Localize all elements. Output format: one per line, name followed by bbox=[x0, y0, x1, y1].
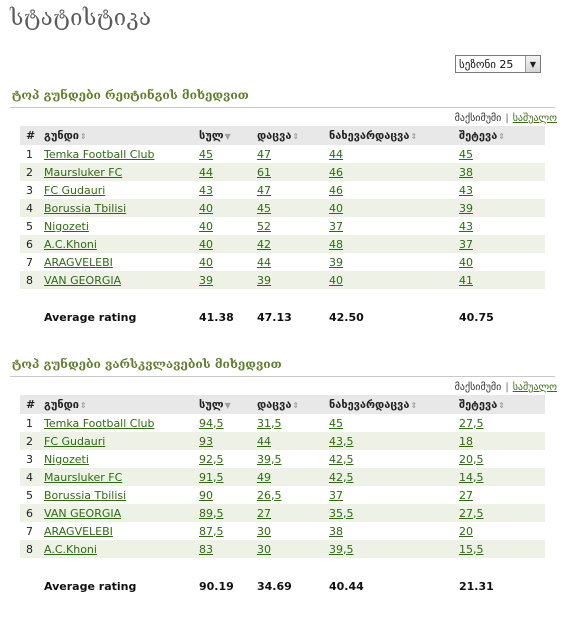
table-header-row bbox=[20, 126, 545, 145]
table-cell bbox=[199, 145, 257, 163]
sort-arrows-icon[interactable]: ⇕ bbox=[498, 401, 505, 410]
col-header-rank: # bbox=[20, 126, 44, 145]
team-link[interactable]: ARAGVELEBI bbox=[44, 255, 113, 269]
midfield-link[interactable]: 39,5 bbox=[329, 542, 354, 556]
table-cell bbox=[44, 414, 199, 432]
average-total: 90.19 bbox=[199, 579, 234, 593]
table-header-row bbox=[20, 395, 545, 414]
section-rating-title bbox=[10, 88, 555, 108]
spacer-row bbox=[20, 558, 545, 576]
attack-link[interactable]: 27,5 bbox=[459, 506, 484, 520]
spacer-row bbox=[20, 289, 545, 307]
table-cell bbox=[459, 486, 545, 504]
team-link[interactable]: Borussia Tbilisi bbox=[44, 201, 127, 215]
table-cell bbox=[257, 414, 329, 432]
defense-link[interactable]: 31,5 bbox=[257, 416, 282, 430]
toggle-separator: | bbox=[505, 113, 509, 124]
sort-arrows-icon[interactable]: ⇕ bbox=[79, 132, 87, 141]
cell-rank: 5 bbox=[26, 488, 33, 502]
midfield-link[interactable]: 43,5 bbox=[329, 434, 354, 448]
defense-link[interactable]: 52 bbox=[257, 219, 271, 233]
midfield-link[interactable]: 39 bbox=[329, 255, 343, 269]
table-cell bbox=[44, 468, 199, 486]
col-header-total[interactable]: სულ▼ bbox=[199, 126, 257, 145]
section-divider bbox=[10, 376, 555, 377]
col-header-team[interactable]: გუნდი⇕ bbox=[44, 395, 199, 414]
attack-link[interactable]: 43 bbox=[459, 219, 473, 233]
col-header-total[interactable]: სულ▼ bbox=[199, 395, 257, 414]
table-cell bbox=[44, 450, 199, 468]
table-cell bbox=[459, 468, 545, 486]
table-cell bbox=[199, 504, 257, 522]
rating-table bbox=[20, 126, 545, 327]
table-cell bbox=[199, 163, 257, 181]
sort-arrows-icon[interactable]: ⇕ bbox=[292, 401, 300, 410]
table-cell bbox=[257, 181, 329, 199]
defense-link[interactable]: 44 bbox=[257, 255, 271, 269]
table-cell bbox=[44, 504, 199, 522]
table-cell bbox=[329, 432, 459, 450]
table-cell bbox=[257, 450, 329, 468]
table-row bbox=[20, 235, 545, 253]
defense-link[interactable]: 27 bbox=[257, 506, 271, 520]
table-cell bbox=[44, 522, 199, 540]
table-cell bbox=[257, 253, 329, 271]
table-cell bbox=[257, 199, 329, 217]
table-cell bbox=[257, 432, 329, 450]
midfield-link[interactable]: 37 bbox=[329, 488, 343, 502]
total-link[interactable]: 39 bbox=[199, 273, 213, 287]
cell-rank: 2 bbox=[20, 163, 44, 181]
table-cell bbox=[459, 199, 545, 217]
toggle-max[interactable]: მაქსიმუმი bbox=[454, 113, 502, 124]
spacer-cell bbox=[20, 289, 545, 307]
toggle-max[interactable]: მაქსიმუმი bbox=[454, 382, 502, 393]
midfield-link[interactable]: 48 bbox=[329, 237, 343, 251]
table-cell bbox=[459, 253, 545, 271]
team-link[interactable]: VAN GEORGIA bbox=[44, 273, 122, 287]
table-cell bbox=[329, 271, 459, 289]
table-cell bbox=[329, 199, 459, 217]
cell-rank: 6 bbox=[20, 504, 44, 522]
attack-link[interactable]: 40 bbox=[459, 255, 473, 269]
table-row bbox=[20, 163, 545, 181]
table-cell bbox=[257, 540, 329, 558]
defense-link[interactable]: 39,5 bbox=[257, 452, 282, 466]
table-cell bbox=[44, 432, 199, 450]
sort-desc-icon[interactable]: ▼ bbox=[224, 132, 231, 141]
table-row bbox=[20, 432, 545, 450]
view-toggle bbox=[455, 382, 557, 393]
col-header-attack[interactable]: შეტევა⇕ bbox=[459, 395, 545, 414]
table-row bbox=[20, 217, 545, 235]
team-link[interactable]: Borussia Tbilisi bbox=[44, 488, 127, 502]
total-link[interactable]: 40 bbox=[199, 201, 213, 215]
attack-link[interactable]: 37 bbox=[459, 237, 473, 251]
midfield-link[interactable]: 46 bbox=[329, 165, 343, 179]
col-header-defense[interactable]: დაცვა⇕ bbox=[257, 395, 329, 414]
table-cell bbox=[329, 504, 459, 522]
average-total: 41.38 bbox=[199, 310, 234, 324]
total-link[interactable]: 45 bbox=[199, 147, 213, 161]
table-cell bbox=[329, 235, 459, 253]
spacer-cell bbox=[20, 558, 545, 576]
section-title: ტოპ გუნდები ვარსკვლავების მიხედვით bbox=[12, 357, 282, 371]
table-cell bbox=[329, 540, 459, 558]
average-cell-empty bbox=[20, 307, 44, 327]
cell-rank: 7 bbox=[26, 524, 33, 538]
table-cell bbox=[459, 271, 545, 289]
col-header-rank: # bbox=[20, 395, 44, 414]
table-cell bbox=[199, 468, 257, 486]
average-attack: 40.75 bbox=[459, 310, 494, 324]
team-link[interactable]: Temka Football Club bbox=[44, 147, 155, 161]
table-cell bbox=[257, 235, 329, 253]
table-cell bbox=[199, 199, 257, 217]
table-cell bbox=[199, 522, 257, 540]
view-toggle bbox=[455, 113, 557, 124]
col-header-midfield[interactable]: ნახევარდაცვა⇕ bbox=[329, 126, 459, 145]
table-cell bbox=[199, 235, 257, 253]
team-link[interactable]: Temka Football Club bbox=[44, 416, 155, 430]
table-cell bbox=[44, 253, 199, 271]
table-cell bbox=[329, 450, 459, 468]
table-row bbox=[20, 522, 545, 540]
table-cell bbox=[329, 414, 459, 432]
table-cell bbox=[44, 235, 199, 253]
team-link[interactable]: FC Gudauri bbox=[44, 183, 106, 197]
table-cell bbox=[44, 145, 199, 163]
midfield-link[interactable]: 42,5 bbox=[329, 452, 354, 466]
season-select-value: სეზონი 25 bbox=[459, 57, 514, 71]
table-row bbox=[20, 540, 545, 558]
attack-link[interactable]: 14,5 bbox=[459, 470, 484, 484]
table-cell bbox=[257, 217, 329, 235]
cell-rank: 2 bbox=[20, 432, 44, 450]
table-row bbox=[20, 253, 545, 271]
total-link[interactable]: 92,5 bbox=[199, 452, 224, 466]
table-cell bbox=[44, 199, 199, 217]
total-link[interactable]: 40 bbox=[199, 237, 213, 251]
table-cell bbox=[329, 468, 459, 486]
attack-link[interactable]: 20,5 bbox=[459, 452, 484, 466]
table-cell bbox=[199, 540, 257, 558]
defense-link[interactable]: 47 bbox=[257, 147, 271, 161]
total-link[interactable]: 44 bbox=[199, 165, 213, 179]
table-row bbox=[20, 504, 545, 522]
team-link[interactable]: ARAGVELEBI bbox=[44, 524, 113, 538]
defense-link[interactable]: 45 bbox=[257, 201, 271, 215]
table-cell bbox=[459, 414, 545, 432]
table-row bbox=[20, 271, 545, 289]
table-cell bbox=[199, 450, 257, 468]
table-cell bbox=[44, 540, 199, 558]
table-cell bbox=[459, 145, 545, 163]
cell-rank: 3 bbox=[26, 452, 33, 466]
sort-arrows-icon[interactable]: ⇕ bbox=[79, 401, 87, 410]
sort-arrows-icon[interactable]: ⇕ bbox=[410, 132, 418, 141]
team-link[interactable]: Maursluker FC bbox=[44, 165, 123, 179]
midfield-link[interactable]: 45 bbox=[329, 416, 343, 430]
toggle-average-link[interactable]: საშუალო bbox=[512, 113, 557, 124]
cell-rank: 7 bbox=[26, 255, 33, 269]
table-cell bbox=[329, 522, 459, 540]
total-link[interactable]: 91,5 bbox=[199, 470, 224, 484]
table-row bbox=[20, 486, 545, 504]
table-cell bbox=[44, 181, 199, 199]
midfield-link[interactable]: 35,5 bbox=[329, 506, 354, 520]
table-row bbox=[20, 199, 545, 217]
col-header-midfield[interactable]: ნახევარდაცვა⇕ bbox=[329, 395, 459, 414]
page-title: სტატისტიკა bbox=[10, 6, 152, 31]
table-cell bbox=[459, 504, 545, 522]
table-row bbox=[20, 414, 545, 432]
sort-desc-icon[interactable]: ▼ bbox=[224, 401, 231, 410]
midfield-link[interactable]: 40 bbox=[329, 201, 343, 215]
midfield-link[interactable]: 38 bbox=[329, 524, 343, 538]
average-cell-empty bbox=[20, 576, 44, 596]
table-row bbox=[20, 450, 545, 468]
table-cell bbox=[257, 522, 329, 540]
table-cell bbox=[199, 271, 257, 289]
average-label: Average rating bbox=[44, 310, 137, 324]
midfield-link[interactable]: 42,5 bbox=[329, 470, 354, 484]
attack-link[interactable]: 39 bbox=[459, 201, 473, 215]
table-cell bbox=[257, 468, 329, 486]
cell-rank: 8 bbox=[20, 540, 44, 558]
attack-link[interactable]: 27,5 bbox=[459, 416, 484, 430]
table-cell bbox=[199, 414, 257, 432]
defense-link[interactable]: 30 bbox=[257, 524, 271, 538]
table-cell bbox=[459, 522, 545, 540]
defense-link[interactable]: 61 bbox=[257, 165, 271, 179]
col-header-defense[interactable]: დაცვა⇕ bbox=[257, 126, 329, 145]
team-link[interactable]: A.C.Khoni bbox=[44, 237, 97, 251]
defense-link[interactable]: 44 bbox=[257, 434, 271, 448]
team-link[interactable]: VAN GEORGIA bbox=[44, 506, 122, 520]
table-row bbox=[20, 181, 545, 199]
table-cell bbox=[459, 235, 545, 253]
average-row bbox=[20, 576, 545, 596]
table-cell bbox=[199, 253, 257, 271]
defense-link[interactable]: 30 bbox=[257, 542, 271, 556]
table-cell bbox=[329, 181, 459, 199]
sort-arrows-icon[interactable]: ⇕ bbox=[292, 132, 300, 141]
defense-link[interactable]: 39 bbox=[257, 273, 271, 287]
total-link[interactable]: 43 bbox=[199, 183, 213, 197]
total-link[interactable]: 94,5 bbox=[199, 416, 224, 430]
sort-arrows-icon[interactable]: ⇕ bbox=[498, 132, 505, 141]
toggle-average-link[interactable]: საშუალო bbox=[512, 382, 557, 393]
table-row bbox=[20, 145, 545, 163]
cell-rank: 6 bbox=[20, 235, 44, 253]
average-attack: 21.31 bbox=[459, 579, 494, 593]
total-link[interactable]: 90 bbox=[199, 488, 213, 502]
table-cell bbox=[257, 271, 329, 289]
defense-link[interactable]: 42 bbox=[257, 237, 271, 251]
cell-rank: 1 bbox=[26, 416, 33, 430]
table-cell bbox=[459, 217, 545, 235]
table-cell bbox=[199, 486, 257, 504]
attack-link[interactable]: 18 bbox=[459, 434, 473, 448]
average-midfield: 42.50 bbox=[329, 310, 364, 324]
sort-arrows-icon[interactable]: ⇕ bbox=[410, 401, 418, 410]
table-row bbox=[20, 468, 545, 486]
section-title: ტოპ გუნდები რეიტინგის მიხედვით bbox=[12, 88, 249, 102]
stars-table bbox=[20, 395, 545, 596]
cell-rank: 8 bbox=[20, 271, 44, 289]
col-header-team[interactable]: გუნდი⇕ bbox=[44, 126, 199, 145]
table-cell bbox=[44, 217, 199, 235]
table-cell bbox=[459, 163, 545, 181]
midfield-link[interactable]: 37 bbox=[329, 219, 343, 233]
defense-link[interactable]: 47 bbox=[257, 183, 271, 197]
chevron-down-icon[interactable]: ▼ bbox=[525, 56, 540, 72]
section-divider bbox=[10, 107, 555, 108]
midfield-link[interactable]: 40 bbox=[329, 273, 343, 287]
total-link[interactable]: 87,5 bbox=[199, 524, 224, 538]
table-cell bbox=[329, 217, 459, 235]
average-defense: 47.13 bbox=[257, 310, 292, 324]
cell-rank: 5 bbox=[26, 219, 33, 233]
stars-table-body bbox=[20, 414, 545, 596]
table-cell bbox=[329, 145, 459, 163]
total-link[interactable]: 83 bbox=[199, 542, 213, 556]
cell-rank: 4 bbox=[20, 199, 44, 217]
average-defense: 34.69 bbox=[257, 579, 292, 593]
toggle-separator: | bbox=[505, 382, 509, 393]
team-link[interactable]: Maursluker FC bbox=[44, 470, 123, 484]
total-link[interactable]: 93 bbox=[199, 434, 213, 448]
team-link[interactable]: A.C.Khoni bbox=[44, 542, 97, 556]
total-link[interactable]: 89,5 bbox=[199, 506, 224, 520]
table-cell bbox=[459, 432, 545, 450]
cell-rank: 1 bbox=[26, 147, 33, 161]
rating-table-body bbox=[20, 145, 545, 327]
season-select[interactable] bbox=[455, 55, 541, 73]
team-link[interactable]: Nigozeti bbox=[44, 452, 89, 466]
table-cell bbox=[44, 486, 199, 504]
average-midfield: 40.44 bbox=[329, 579, 364, 593]
midfield-link[interactable]: 46 bbox=[329, 183, 343, 197]
table-cell bbox=[257, 163, 329, 181]
defense-link[interactable]: 26,5 bbox=[257, 488, 282, 502]
table-cell bbox=[257, 504, 329, 522]
table-cell bbox=[199, 181, 257, 199]
attack-link[interactable]: 15,5 bbox=[459, 542, 484, 556]
table-cell bbox=[257, 145, 329, 163]
average-label: Average rating bbox=[44, 579, 137, 593]
cell-rank: 3 bbox=[26, 183, 33, 197]
table-cell bbox=[459, 450, 545, 468]
table-cell bbox=[257, 486, 329, 504]
table-cell bbox=[329, 253, 459, 271]
table-cell bbox=[459, 181, 545, 199]
average-row bbox=[20, 307, 545, 327]
attack-link[interactable]: 27 bbox=[459, 488, 473, 502]
table-cell bbox=[199, 217, 257, 235]
total-link[interactable]: 40 bbox=[199, 219, 213, 233]
total-link[interactable]: 40 bbox=[199, 255, 213, 269]
attack-link[interactable]: 38 bbox=[459, 165, 473, 179]
attack-link[interactable]: 43 bbox=[459, 183, 473, 197]
team-link[interactable]: Nigozeti bbox=[44, 219, 89, 233]
table-cell bbox=[329, 486, 459, 504]
table-cell bbox=[199, 432, 257, 450]
defense-link[interactable]: 49 bbox=[257, 470, 271, 484]
col-header-attack[interactable]: შეტევა⇕ bbox=[459, 126, 545, 145]
table-cell bbox=[44, 163, 199, 181]
attack-link[interactable]: 20 bbox=[459, 524, 473, 538]
table-cell bbox=[44, 271, 199, 289]
table-cell bbox=[329, 163, 459, 181]
attack-link[interactable]: 45 bbox=[459, 147, 473, 161]
team-link[interactable]: FC Gudauri bbox=[44, 434, 106, 448]
table-cell bbox=[459, 540, 545, 558]
attack-link[interactable]: 41 bbox=[459, 273, 473, 287]
cell-rank: 4 bbox=[20, 468, 44, 486]
section-stars-title bbox=[10, 357, 555, 377]
midfield-link[interactable]: 44 bbox=[329, 147, 343, 161]
